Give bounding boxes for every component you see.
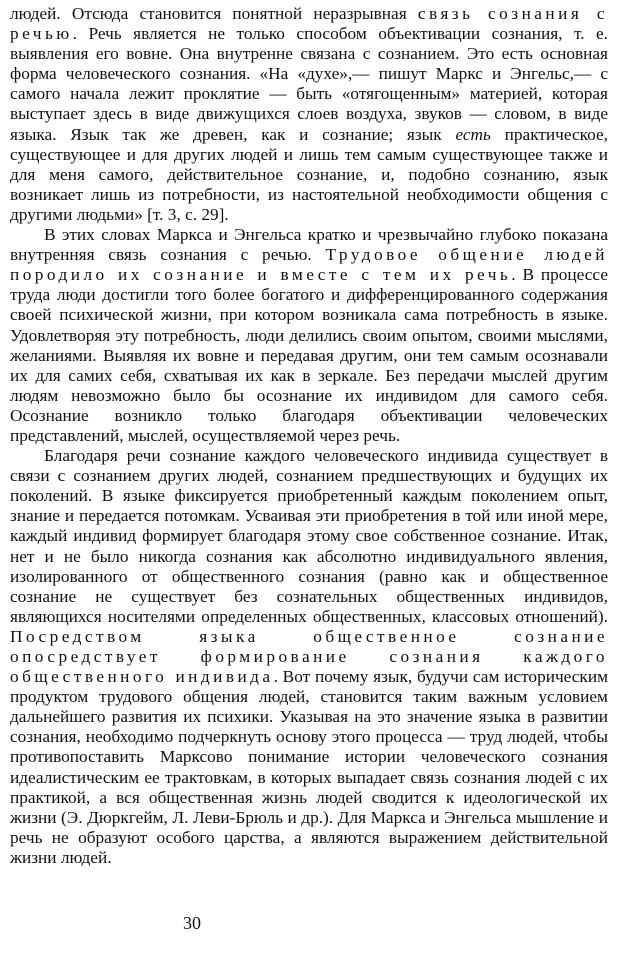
text-run: связь сознания с речью [10,4,608,44]
paragraph-2 [10,225,608,446]
text-run: людей. Отсюда становится понятной неразрывная [10,4,418,23]
page-number [0,913,620,933]
page-number-label: 30 [183,913,201,933]
text-run: практическое, существующее и для других людей и лишь тем самым существующее также и для меня самого, действительное сознание, и, подобно сознанию, язык возникает лишь из потребности, из настоятельной необходимости общения с другими людьми» [т. 3, с. 29]. [10,124,608,224]
text-run: Посредством языка общественное сознание опосредствует формирование сознания каждого общественного индивида [10,626,608,687]
body-text [10,4,608,868]
paragraph-1 [10,4,608,225]
text-run: Благодаря речи сознание каждого человеческого индивида существует в связи с сознанием других людей, сознанием предшествующих и будущих их поколений. В языке фиксируется приобретенный каждым поколением опыт, знание и передается потомкам. Усваивая эти приобретения в той или иной мере, каждый индивид формирует благодаря этому свое собственное сознание. Итак, нет и не было никогда сознания как абсолютно индивидуального явления, изолированного от общественного сознания (равно как и общественное сознание не существует без сознательных общественных индивидов, являющихся носителями определенных общественных, классовых отношений). [10,446,608,626]
text-run: есть [455,124,491,144]
text-run: В этих словах Маркса и Энгельса кратко и чрезвычайно глубоко показана внутренняя связь сознания с речью. [10,225,608,265]
text-run: . Вот почему язык, будучи сам историческим продуктом трудового общения людей, становится таким важным условием дальнейшего развития их психики. Указывая на это значение языка в развитии сознания, необходимо подчеркнуть основу этого процесса — труд людей, чтобы противопоставить Марксово понимание истории человеческого сознания идеалистическим ее трактовкам, в которых выпадает связь сознания людей с их практикой, а вся общественная жизнь людей сводится к идеологической их жизни (Э. Дюркгейм, Л. Леви-Брюль и др.). Для Маркса и Энгельса мышление и речь не образуют особого царства, а являются выражением действительной жизни людей. [10,667,609,867]
paragraph-3 [10,446,608,868]
text-run: Трудовое общение людей породило их сознание и вместе с тем их речь [10,245,608,285]
text-run: . В процессе труда люди достигли того более богатого и дифференцированного содержания своей психической жизни, при котором возникала сама потребность в языке. Удовлетворяя эту потребность, люди делились своим опытом, своими мыслями, желаниями. Выявляя их вовне и передавая другим, они тем самым осознавали их для самих себя, схватывая их как в зеркале. Без передачи мыслей другим людям невозможно было бы осознание их индивидом для самого себя. Осознание возникло только благодаря объективации человеческих представлений, мыслей, осуществляемой через речь. [10,265,608,445]
text-run: . Речь является не только способом объективации сознания, т. е. выявления его вовне. Она внутренне связана с сознанием. Это есть основная форма человеческого сознания. «На «духе»,— пишут Маркс и Энгельс,— с самого начала лежит проклятие — быть «отягощенным» материей, которая выступает здесь в виде движущихся слоев воздуха, звуков — словом, в виде языка. Язык так же древен, как и сознание; язык [10,24,608,144]
